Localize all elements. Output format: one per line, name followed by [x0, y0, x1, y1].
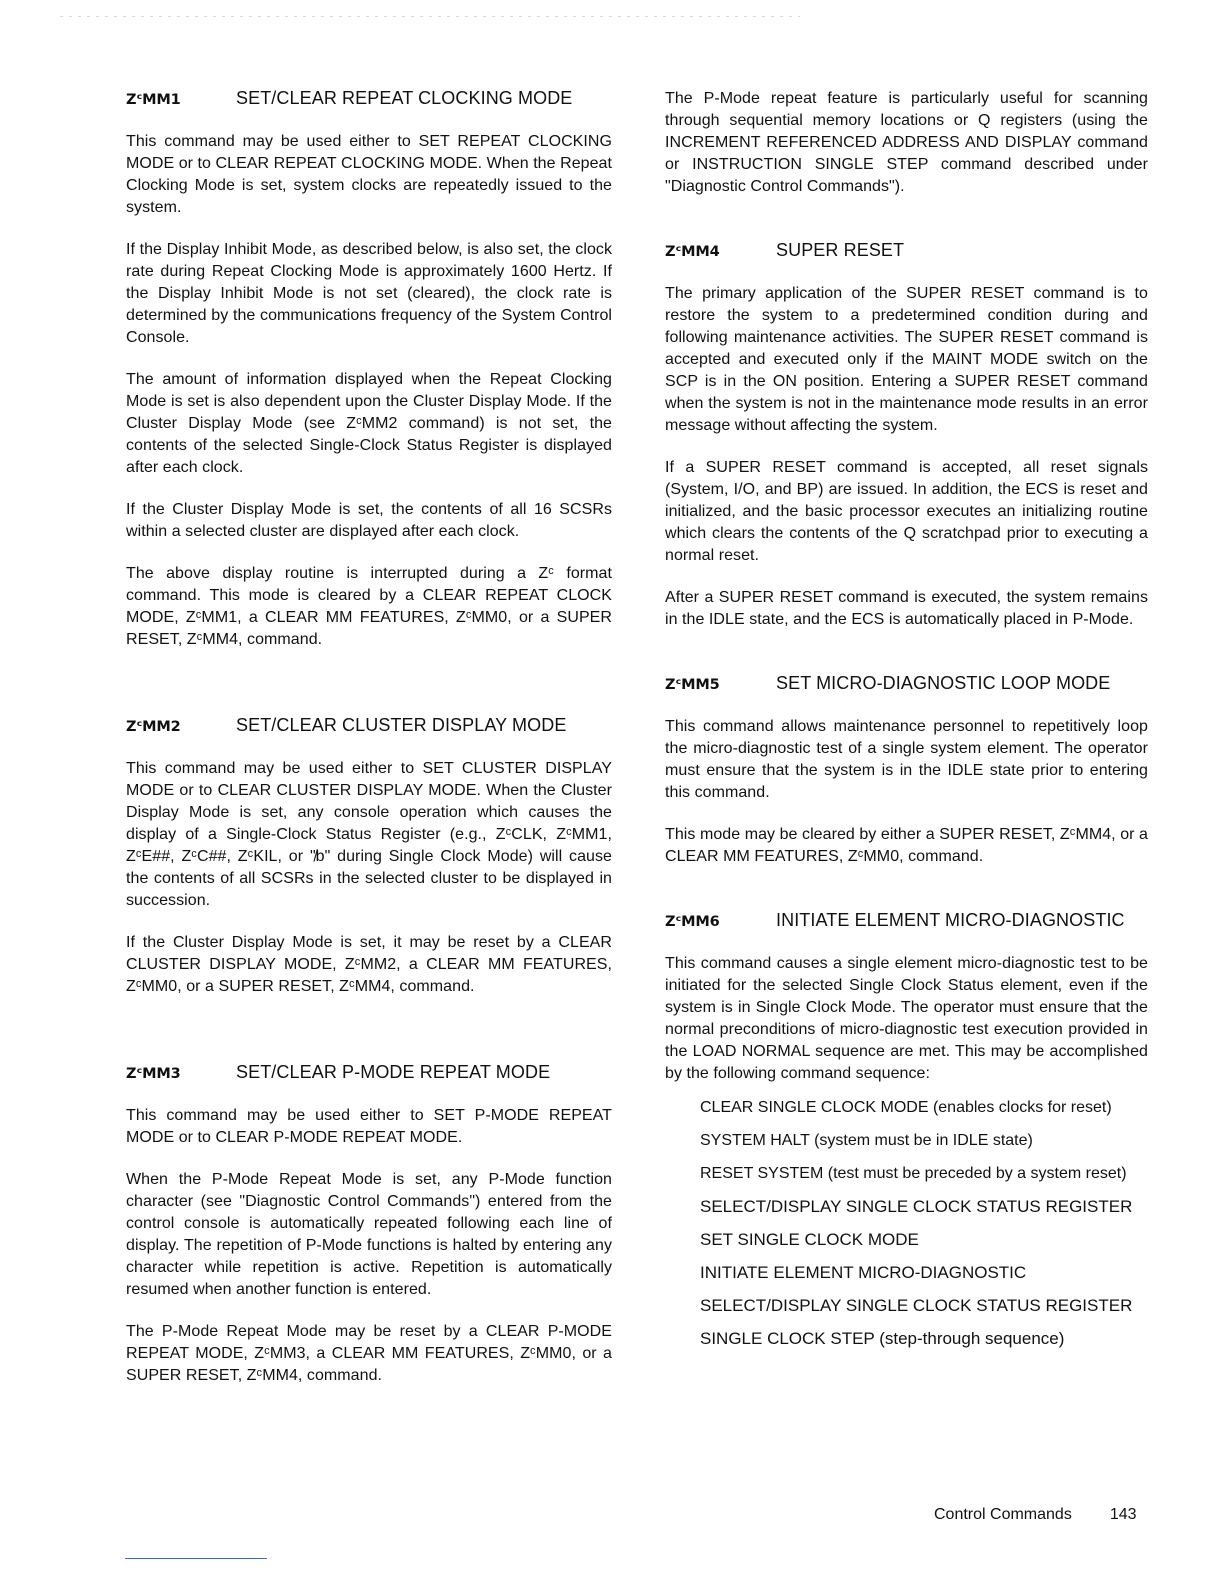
page-footer: [934, 1506, 1148, 1524]
command-heading: [126, 88, 612, 109]
footer-section-title: Control Commands: [934, 1506, 1072, 1523]
sequence-step: SELECT/DISPLAY SINGLE CLOCK STATUS REGISTER: [700, 1197, 1133, 1216]
paragraph: If the Cluster Display Mode is set, it may be reset by a CLEAR CLUSTER DISPLAY MODE, ZᶜMM2, a CLEAR MM FEATURES, ZᶜMM0, or a SUPER RESET, ZᶜMM4, command.: [126, 934, 612, 995]
section-zcmm3: [126, 1062, 612, 1387]
command-sequence-list: [700, 1097, 1148, 1350]
paragraph: The above display routine is interrupted during a Zᶜ format command. This mode is cleared by a CLEAR REPEAT CLOCK MODE, ZᶜMM1, a CLEAR MM FEATURES, ZᶜMM0, or a SUPER RESET, ZᶜMM4, command.: [126, 565, 612, 648]
command-heading: [665, 910, 1148, 931]
section-zcmm6: [665, 910, 1148, 1350]
paragraph: After a SUPER RESET command is executed, the system remains in the IDLE state, and the ECS is automatically placed in P-Mode.: [665, 589, 1148, 628]
paragraph: If the Display Inhibit Mode, as described below, is also set, the clock rate during Repeat Clocking Mode is approximately 1600 Hertz. If the Display Inhibit Mode is not set (cleared), the clock rate is determined by the communications frequency of the System Control Console.: [126, 241, 612, 346]
sequence-step: SINGLE CLOCK STEP (step-through sequence): [700, 1329, 1065, 1348]
paragraph: This command allows maintenance personnel to repetitively loop the micro-diagnostic test of a single system element. The operator must ensure that the system is in the IDLE state prior to entering this command.: [665, 718, 1148, 801]
command-heading: [665, 240, 1148, 261]
command-code: ZᶜMM2: [126, 719, 181, 735]
section-zcmm4: [665, 240, 1148, 631]
command-heading: [665, 673, 1148, 694]
command-title: SET/CLEAR REPEAT CLOCKING MODE: [236, 88, 573, 108]
command-title: SET MICRO-DIAGNOSTIC LOOP MODE: [776, 673, 1111, 693]
paragraph: If the Cluster Display Mode is set, the contents of all 16 SCSRs within a selected cluster are displayed after each clock.: [126, 501, 612, 540]
command-code: ZᶜMM6: [665, 914, 720, 930]
paragraph: This command may be used either to SET CLUSTER DISPLAY MODE or to CLEAR CLUSTER DISPLAY MODE. When the Cluster Display Mode is set, any console operation which causes the display of a Single-Clock Status Register (e.g., ZᶜCLK, ZᶜMM1, ZᶜE##, ZᶜC##, ZᶜKIL, or "̸b" during Single Clock Mode) will cause the contents of all SCSRs in the selected cluster to be displayed in succession.: [126, 760, 612, 909]
intro-paragraph: The P-Mode repeat feature is particularly useful for scanning through sequential memory locations or Q registers (using the INCREMENT REFERENCED ADDRESS AND DISPLAY command or INSTRUCTION SINGLE STEP command described under "Diagnostic Control Commands").: [665, 90, 1148, 195]
left-column: [126, 88, 612, 1407]
section-zcmm5: [665, 673, 1148, 868]
section-zcmm1: [126, 88, 612, 651]
command-title: SET/CLEAR P-MODE REPEAT MODE: [236, 1062, 551, 1082]
command-title: SET/CLEAR CLUSTER DISPLAY MODE: [236, 715, 567, 735]
command-heading: [126, 715, 612, 736]
sequence-step: SET SINGLE CLOCK MODE: [700, 1230, 919, 1249]
command-title: INITIATE ELEMENT MICRO-DIAGNOSTIC: [776, 910, 1125, 930]
paragraph: When the P-Mode Repeat Mode is set, any P-Mode function character (see "Diagnostic Control Commands") entered from the control console is automatically repeated following each line of display. The repetition of P-Mode functions is halted by entering any character while repetition is active. Repetition is automatically resumed when another function is entered.: [126, 1171, 612, 1298]
sequence-step: INITIATE ELEMENT MICRO-DIAGNOSTIC: [700, 1263, 1027, 1282]
sequence-step: SYSTEM HALT (system must be in IDLE state): [700, 1132, 1033, 1149]
paragraph: The amount of information displayed when the Repeat Clocking Mode is set is also dependent upon the Cluster Display Mode. If the Cluster Display Mode (see ZᶜMM2 command) is not set, the contents of the selected Single-Clock Status Register is displayed after each clock.: [126, 371, 612, 476]
command-code: ZᶜMM3: [126, 1066, 181, 1082]
paragraph: This command may be used either to SET P-MODE REPEAT MODE or to CLEAR P-MODE REPEAT MODE.: [126, 1107, 612, 1146]
command-title: SUPER RESET: [776, 240, 905, 260]
sequence-step: SELECT/DISPLAY SINGLE CLOCK STATUS REGISTER: [700, 1296, 1133, 1315]
paragraph: This command may be used either to SET REPEAT CLOCKING MODE or to CLEAR REPEAT CLOCKING MODE. When the Repeat Clocking Mode is set, system clocks are repeatedly issued to the system.: [126, 133, 612, 216]
scan-artifact-line: [60, 16, 800, 17]
right-column: [665, 88, 1148, 1361]
command-heading: [126, 1062, 612, 1083]
paragraph: If a SUPER RESET command is accepted, all reset signals (System, I/O, and BP) are issued. In addition, the ECS is reset and initialized, and the basic processor executes an initializing routine which clears the contents of the Q scratchpad prior to executing a normal reset.: [665, 459, 1148, 564]
paragraph: This command causes a single element micro-diagnostic test to be initiated for the selected Single Clock Status element, even if the system is in Single Clock Mode. The operator must ensure that the normal preconditions of micro-diagnostic test execution provided in the LOAD NORMAL sequence are met. This may be accomplished by the following command sequence:: [665, 955, 1148, 1082]
command-code: ZᶜMM4: [665, 244, 720, 260]
sequence-step: CLEAR SINGLE CLOCK MODE (enables clocks for reset): [700, 1099, 1112, 1116]
paragraph: This mode may be cleared by either a SUPER RESET, ZᶜMM4, or a CLEAR MM FEATURES, ZᶜMM0, command.: [665, 826, 1148, 865]
section-zcmm2: [126, 715, 612, 998]
command-code: ZᶜMM5: [665, 677, 720, 693]
paragraph: The primary application of the SUPER RESET command is to restore the system to a predetermined condition during and following maintenance activities. The SUPER RESET command is accepted and executed only if the MAINT MODE switch on the SCP is in the ON position. Entering a SUPER RESET command when the system is not in the maintenance mode results in an error message without affecting the system.: [665, 285, 1148, 434]
bottom-rule: [125, 1558, 267, 1559]
paragraph: The P-Mode Repeat Mode may be reset by a CLEAR P-MODE REPEAT MODE, ZᶜMM3, a CLEAR MM FEATURES, ZᶜMM0, or a SUPER RESET, ZᶜMM4, command.: [126, 1323, 612, 1384]
sequence-step: RESET SYSTEM (test must be preceded by a system reset): [700, 1165, 1127, 1182]
page-number: 143: [1109, 1506, 1137, 1523]
command-code: ZᶜMM1: [126, 92, 181, 108]
